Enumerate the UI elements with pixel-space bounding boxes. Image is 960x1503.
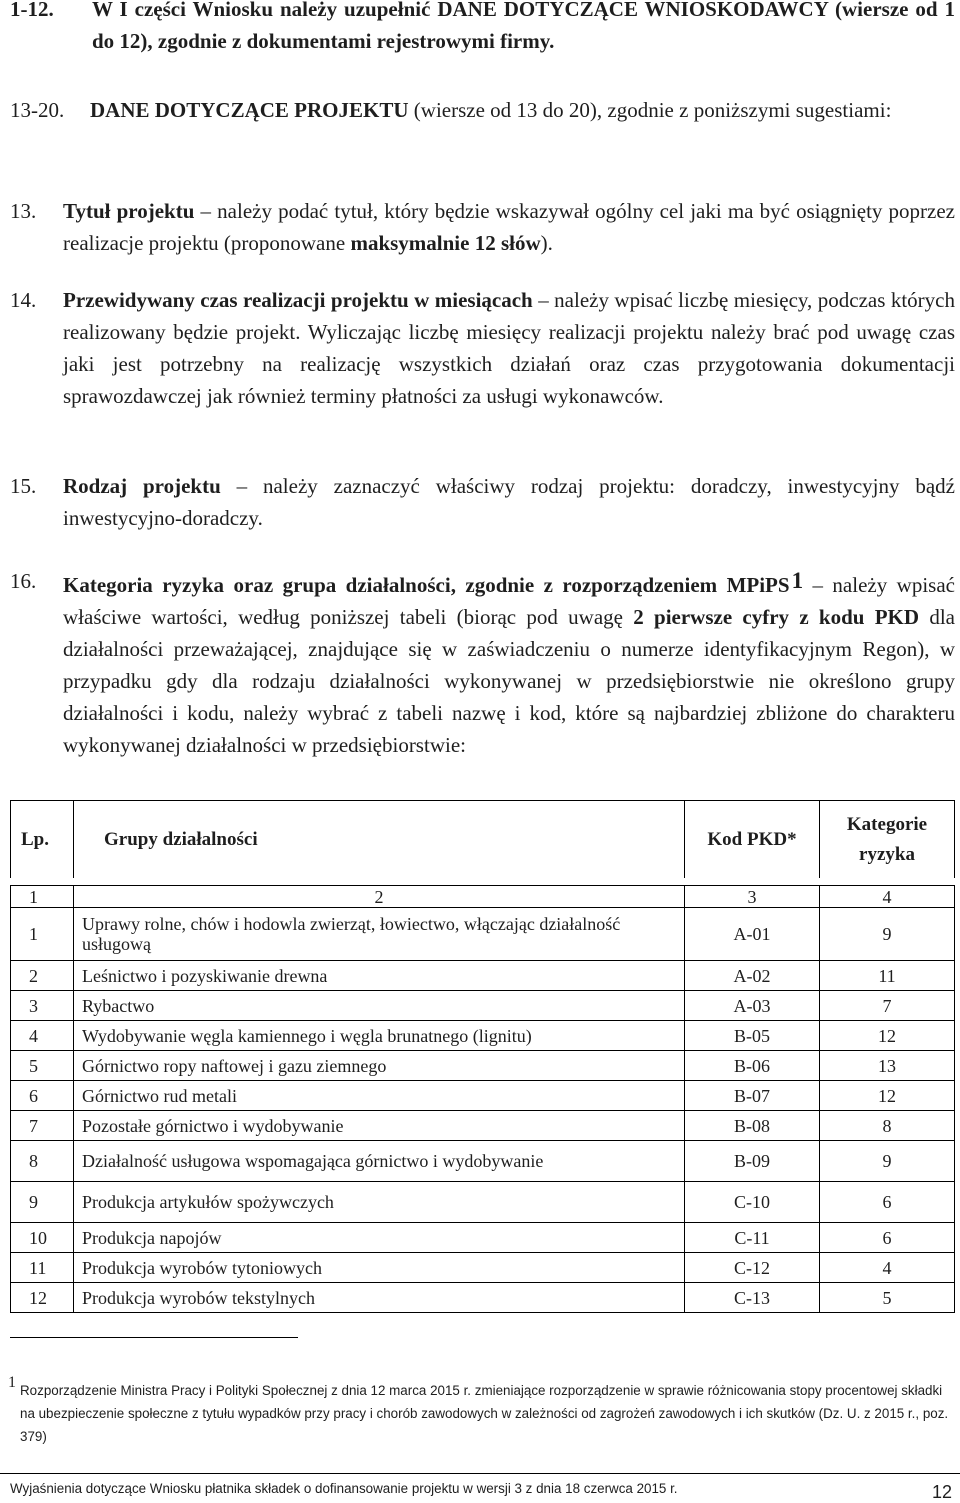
- table-row: [11, 1021, 955, 1051]
- cell-kat: 9: [820, 908, 955, 961]
- section-number: 1-12.: [10, 0, 54, 21]
- cell-name: Produkcja artykułów spożywczych: [74, 1182, 685, 1223]
- table-row: [11, 1283, 955, 1313]
- cell-name: Górnictwo rud metali: [74, 1081, 685, 1111]
- cell-kat: 9: [820, 1141, 955, 1182]
- cell-lp: 8: [11, 1141, 74, 1182]
- cell-name: Działalność usługowa wspomagająca górnictwo i wydobywanie: [74, 1141, 685, 1182]
- cell-lp: 9: [11, 1182, 74, 1223]
- table-header-row: [11, 801, 955, 879]
- cell-kod: B-05: [685, 1021, 820, 1051]
- cell-kat: 11: [820, 961, 955, 991]
- section-text: W I części Wniosku należy uzupełnić DANE DOTYCZĄCE WNIOSKODAWCY (wiersze od 1 do 12), zgodnie z dokumentami rejestrowymi firmy.: [92, 0, 955, 53]
- section-number: 16.: [10, 569, 37, 593]
- table-row: [11, 1111, 955, 1141]
- cell-lp: 7: [11, 1111, 74, 1141]
- cell-kod: A-01: [685, 908, 820, 961]
- section-1-12: [0, 0, 955, 57]
- section-14: 14. Przewidywany czas realizacji projektu w miesiącach – należy wpisać liczbę miesięcy, podczas których realizowany będzie projekt. Wyliczając liczbę miesięcy realizacji projektu należy brać pod uwagę czas jaki jest potrzebny na realizację wszystkich działań oraz czas przygotowania dokumentacji sprawozdawczej jak również terminy płatności za usługi wykonawców.: [0, 284, 955, 412]
- table-row: [11, 991, 955, 1021]
- table-row: [11, 1081, 955, 1111]
- table-row: [11, 1141, 955, 1182]
- cell-lp: 1: [11, 908, 74, 961]
- section-number: 15.: [10, 474, 37, 498]
- cell-kod: C-13: [685, 1283, 820, 1313]
- section-13-20: 13-20. DANE DOTYCZĄCE PROJEKTU (wiersze od 13 do 20), zgodnie z poniższymi sugestiami:: [0, 94, 955, 126]
- table-number-row: 1 2 3 4: [11, 886, 955, 908]
- cell-name: Uprawy rolne, chów i hodowla zwierząt, łowiectwo, włączając działalność usługową: [74, 908, 685, 961]
- table-row: [11, 1253, 955, 1283]
- page-number: 12: [931, 1482, 952, 1502]
- section-number: 13.: [10, 199, 37, 223]
- header-kod: Kod PKD*: [685, 801, 820, 879]
- cell-name: Produkcja wyrobów tytoniowych: [74, 1253, 685, 1283]
- section-number: 14.: [10, 288, 37, 312]
- cell-kat: 8: [820, 1111, 955, 1141]
- cell-name: Górnictwo ropy naftowej i gazu ziemnego: [74, 1051, 685, 1081]
- cell-name: Rybactwo: [74, 991, 685, 1021]
- cell-lp: 5: [11, 1051, 74, 1081]
- footnote-text: Rozporządzenie Ministra Pracy i Polityki Społecznej z dnia 12 marca 2015 r. zmieniające rozporządzenie w sprawie różnicowania stopy procentowej składki na ubezpieczenie społeczne z tytułu wypadków przy pracy i chorób zawodowych w zależności od zagrożeń zawodowych i ich skutków (Dz. U. z 2015 r., poz. 379): [20, 1383, 949, 1444]
- cell-name: Leśnictwo i pozyskiwanie drewna: [74, 961, 685, 991]
- cell-kat: 5: [820, 1283, 955, 1313]
- cell-name: Produkcja wyrobów tekstylnych: [74, 1283, 685, 1313]
- footer-divider: [0, 1473, 960, 1474]
- table-row: [11, 1051, 955, 1081]
- section-number: 13-20.: [10, 98, 65, 122]
- footnote-ref[interactable]: 1: [791, 568, 804, 593]
- cell-lp: 4: [11, 1021, 74, 1051]
- cell-kod: C-10: [685, 1182, 820, 1223]
- cell-kat: 7: [820, 991, 955, 1021]
- cell-kat: 6: [820, 1223, 955, 1253]
- cell-kod: B-07: [685, 1081, 820, 1111]
- cell-lp: 10: [11, 1223, 74, 1253]
- cell-kat: 12: [820, 1081, 955, 1111]
- footnote: [0, 1374, 955, 1448]
- section-13: 13. Tytuł projektu – należy podać tytuł, który będzie wskazywał ogólny cel jaki ma być osiągnięty poprzez realizacje projektu (proponowane maksymalnie 12 słów).: [0, 195, 955, 259]
- table-row: [11, 1182, 955, 1223]
- cell-lp: 11: [11, 1253, 74, 1283]
- footer-text: Wyjaśnienia dotyczące Wniosku płatnika składek o dofinansowanie projektu w wersji 3 z dnia 18 czerwca 2015 r.: [10, 1481, 678, 1496]
- section-15: 15. Rodzaj projektu – należy zaznaczyć właściwy rodzaj projektu: doradczy, inwestycyjny bądź inwestycyjno-doradczy.: [0, 470, 955, 534]
- cell-kat: 4: [820, 1253, 955, 1283]
- cell-kat: 12: [820, 1021, 955, 1051]
- table-body: [11, 908, 955, 1313]
- pkd-risk-table: [10, 800, 955, 1313]
- cell-kod: A-02: [685, 961, 820, 991]
- cell-kod: C-11: [685, 1223, 820, 1253]
- cell-kod: B-09: [685, 1141, 820, 1182]
- footnote-number: 1: [8, 1374, 16, 1391]
- cell-kod: B-06: [685, 1051, 820, 1081]
- cell-kod: B-08: [685, 1111, 820, 1141]
- header-group: Grupy działalności: [74, 801, 685, 879]
- cell-kod: C-12: [685, 1253, 820, 1283]
- header-kat: Kategorie ryzyka: [820, 801, 955, 879]
- cell-name: Pozostałe górnictwo i wydobywanie: [74, 1111, 685, 1141]
- table-row: [11, 1223, 955, 1253]
- footnote-divider: [10, 1337, 298, 1338]
- cell-kat: 13: [820, 1051, 955, 1081]
- cell-kat: 6: [820, 1182, 955, 1223]
- cell-lp: 6: [11, 1081, 74, 1111]
- table-row: [11, 908, 955, 961]
- header-lp: Lp.: [11, 801, 74, 879]
- cell-name: Wydobywanie węgla kamiennego i węgla brunatnego (lignitu): [74, 1021, 685, 1051]
- cell-lp: 2: [11, 961, 74, 991]
- cell-lp: 12: [11, 1283, 74, 1313]
- table-row: [11, 961, 955, 991]
- section-16: 16. Kategoria ryzyka oraz grupa działalności, zgodnie z rozporządzeniem MPiPS1 – należy wpisać właściwe wartości, według poniższej tabeli (biorąc pod uwagę 2 pierwsze cyfry z kodu PKD dla działalności przeważającej, znajdujące się w zaświadczeniu o numerze identyfikacyjnym Regon), w przypadku gdy dla rodzaju działalności wykonywanej w przedsiębiorstwie nie określono grupy działalności i kodu, należy wybrać z tabeli nazwę i kod, które są najbardziej zbliżone do charakteru wykonywanej działalności w przedsiębiorstwie:: [0, 565, 955, 761]
- cell-name: Produkcja napojów: [74, 1223, 685, 1253]
- cell-lp: 3: [11, 991, 74, 1021]
- cell-kod: A-03: [685, 991, 820, 1021]
